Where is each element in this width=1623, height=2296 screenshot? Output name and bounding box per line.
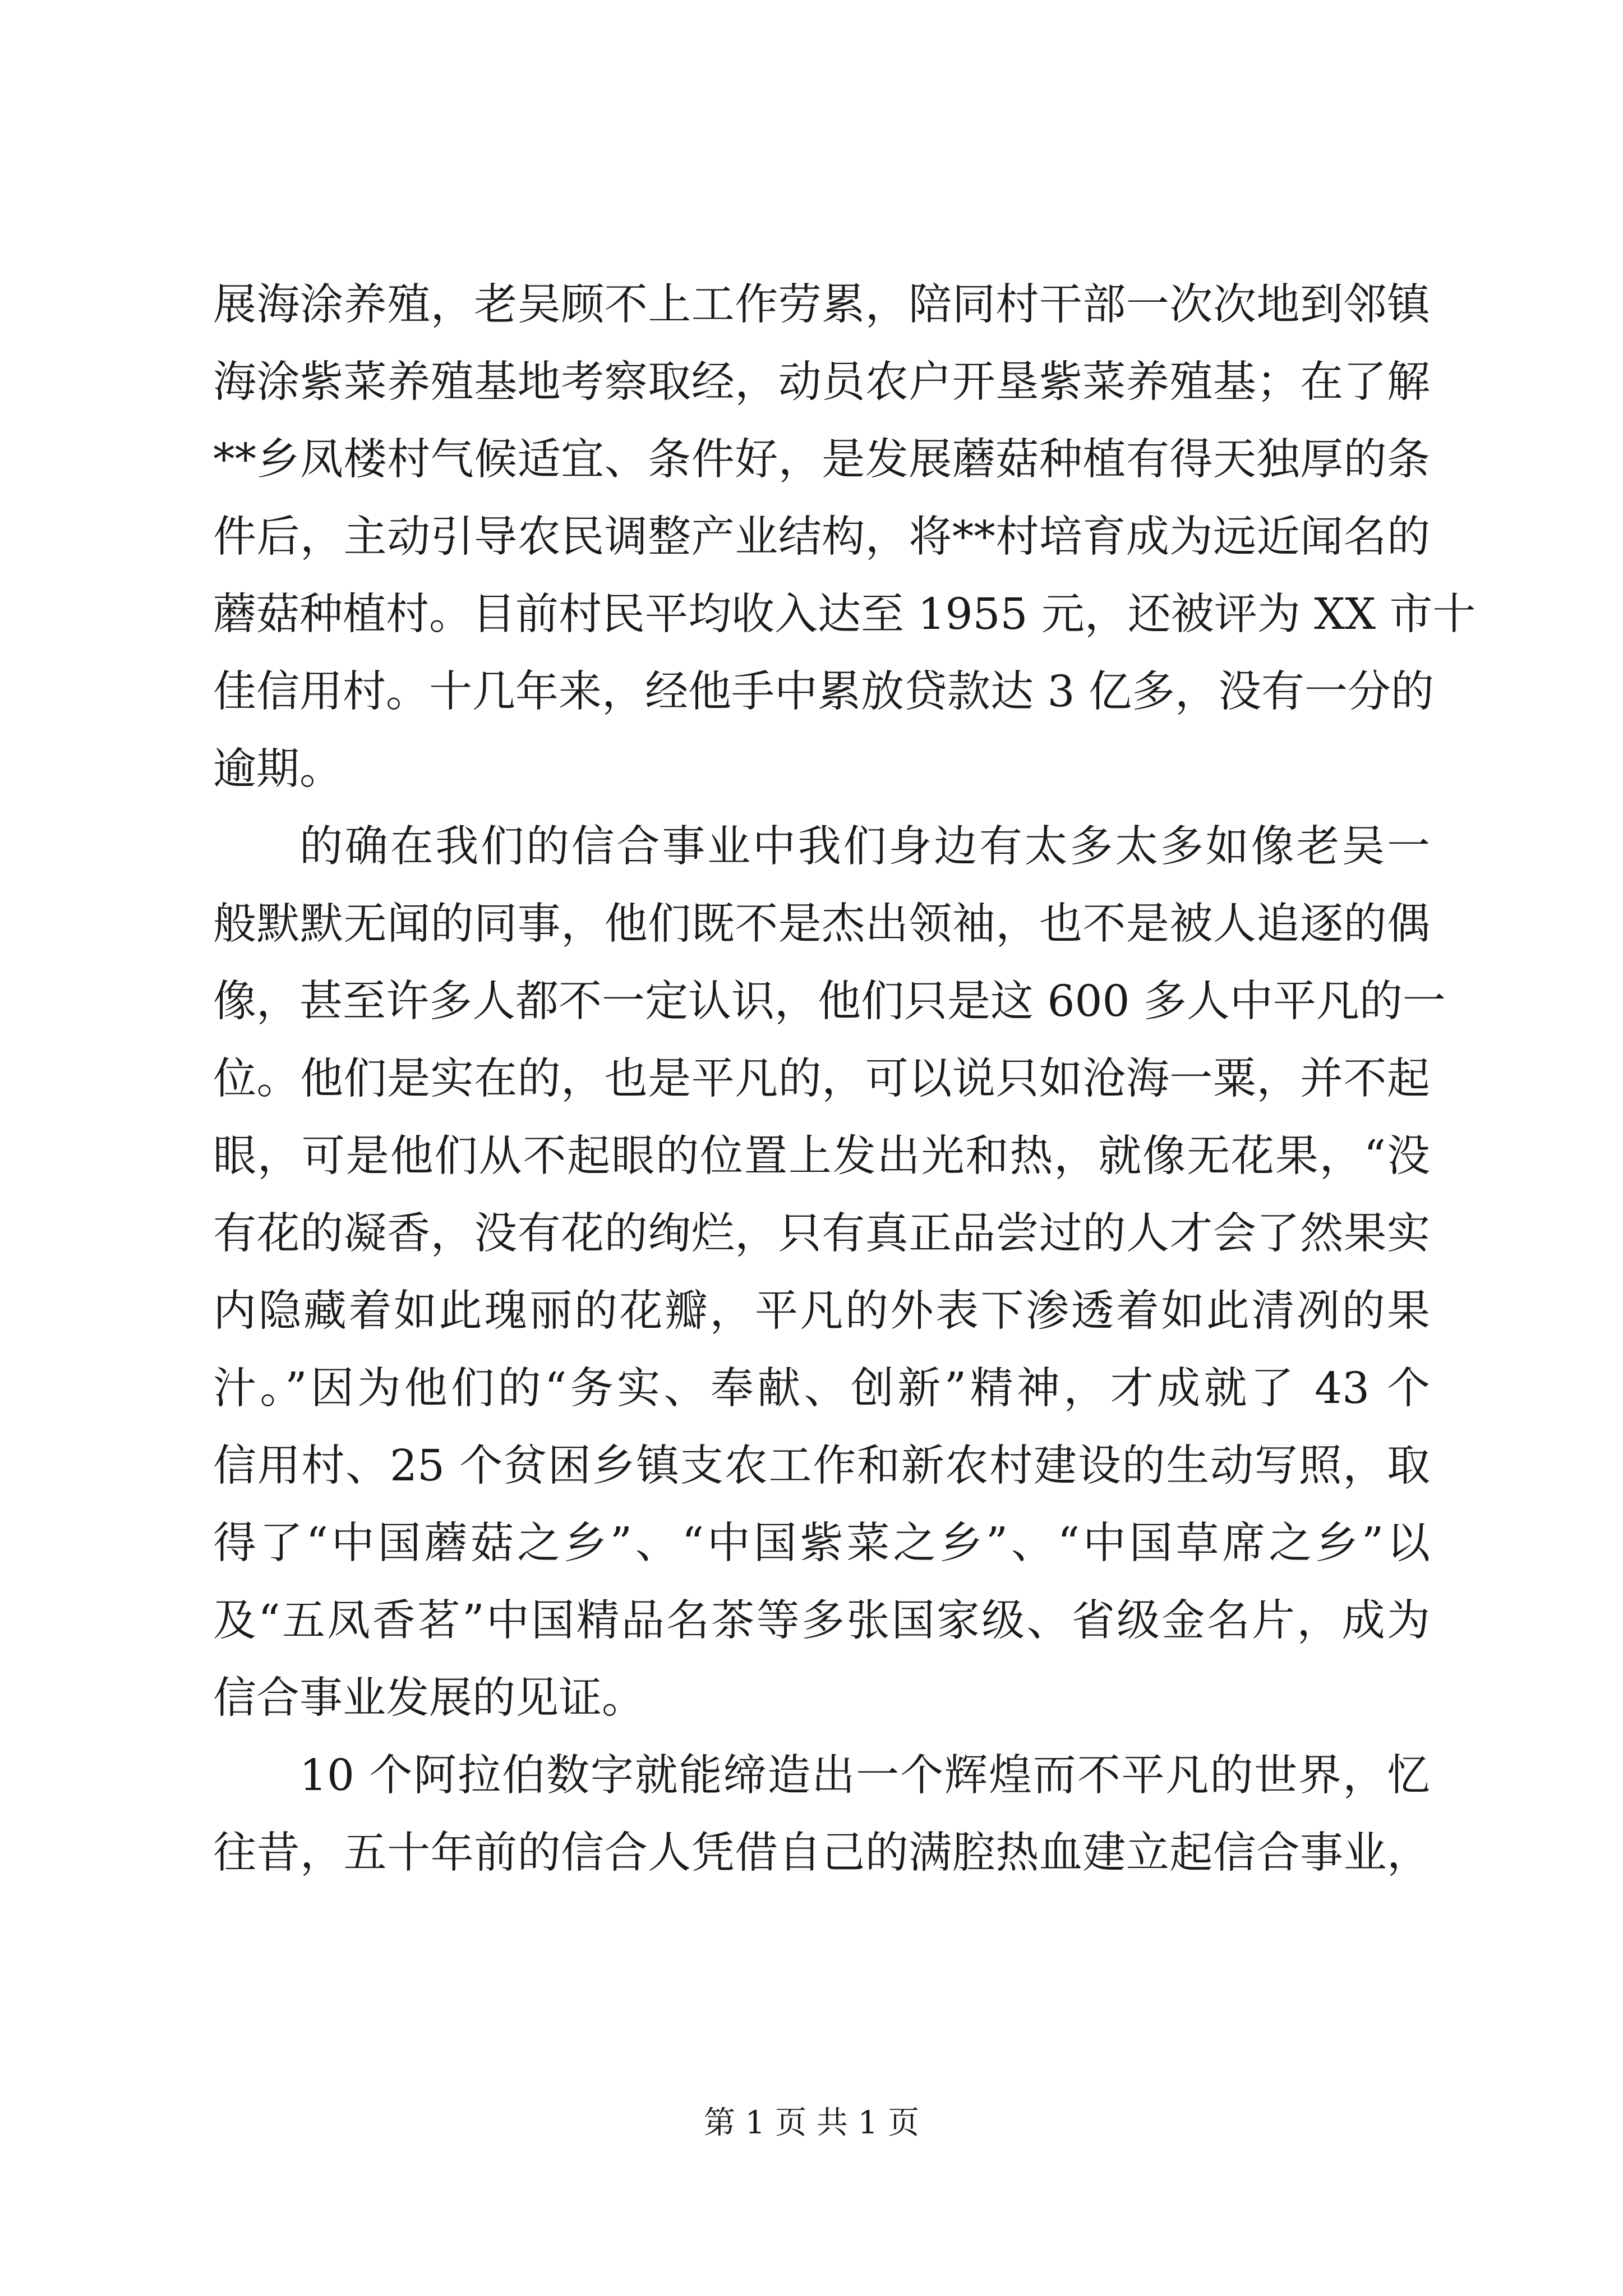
text-line: 蘑菇种植村。目前村民平均收入达至 1955 元，还被评为 XX 市十 (213, 590, 1476, 639)
text-line: 内隐藏着如此瑰丽的花瓣，平凡的外表下渗透着如此清冽的果 (213, 1286, 1430, 1336)
text-line: 往昔，五十年前的信合人凭借自己的满腔热血建立起信合事业， (213, 1828, 1430, 1878)
text-line: 海涂紫菜养殖基地考察取经，动员农户开垦紫菜养殖基；在了解 (213, 357, 1430, 407)
text-line: 得了“中国蘑菇之乡”、“中国紫菜之乡”、“中国草席之乡”以 (213, 1519, 1430, 1568)
page-footer: 第 1 页 共 1 页 (703, 2105, 920, 2141)
text-line: 及“五凤香茗”中国精品名茶等多张国家级、省级金名片，成为 (213, 1596, 1430, 1646)
text-line: 汁。”因为他们的“务实、奉献、创新”精神，才成就了 43 个 (213, 1364, 1430, 1414)
text-line: 有花的凝香，没有花的绚烂，只有真正品尝过的人才会了然果实 (213, 1209, 1430, 1259)
text-line: 佳信用村。十几年来，经他手中累放贷款达 3 亿多，没有一分的 (213, 667, 1434, 717)
text-line: 位。他们是实在的，也是平凡的，可以说只如沧海一粟，并不起 (213, 1054, 1430, 1104)
text-line: 信合事业发展的见证。 (213, 1673, 645, 1723)
text-line: 信用村、25 个贫困乡镇支农工作和新农村建设的生动写照，取 (213, 1441, 1430, 1491)
text-line: 像，甚至许多人都不一定认识，他们只是这 600 多人中平凡的一 (213, 977, 1446, 1027)
paragraph-first-line: 10 个阿拉伯数字就能缔造出一个辉煌而不平凡的世界，忆 (299, 1751, 1430, 1801)
text-line: 件后，主动引导农民调整产业结构，将**村培育成为远近闻名的 (213, 512, 1430, 562)
text-line: 逾期。 (213, 744, 343, 794)
text-line: 展海涂养殖，老吴顾不上工作劳累，陪同村干部一次次地到邻镇 (213, 280, 1430, 330)
text-line: 眼，可是他们从不起眼的位置上发出光和热，就像无花果，“没 (213, 1131, 1430, 1181)
text-line: 般默默无闻的同事，他们既不是杰出领袖，也不是被人追逐的偶 (213, 899, 1430, 949)
paragraph-first-line: 的确在我们的信合事业中我们身边有太多太多如像老吴一 (299, 822, 1430, 872)
document-body (213, 266, 1476, 1892)
text-line: **乡凤楼村气候适宜、条件好，是发展蘑菇种植有得天独厚的条 (213, 435, 1430, 485)
